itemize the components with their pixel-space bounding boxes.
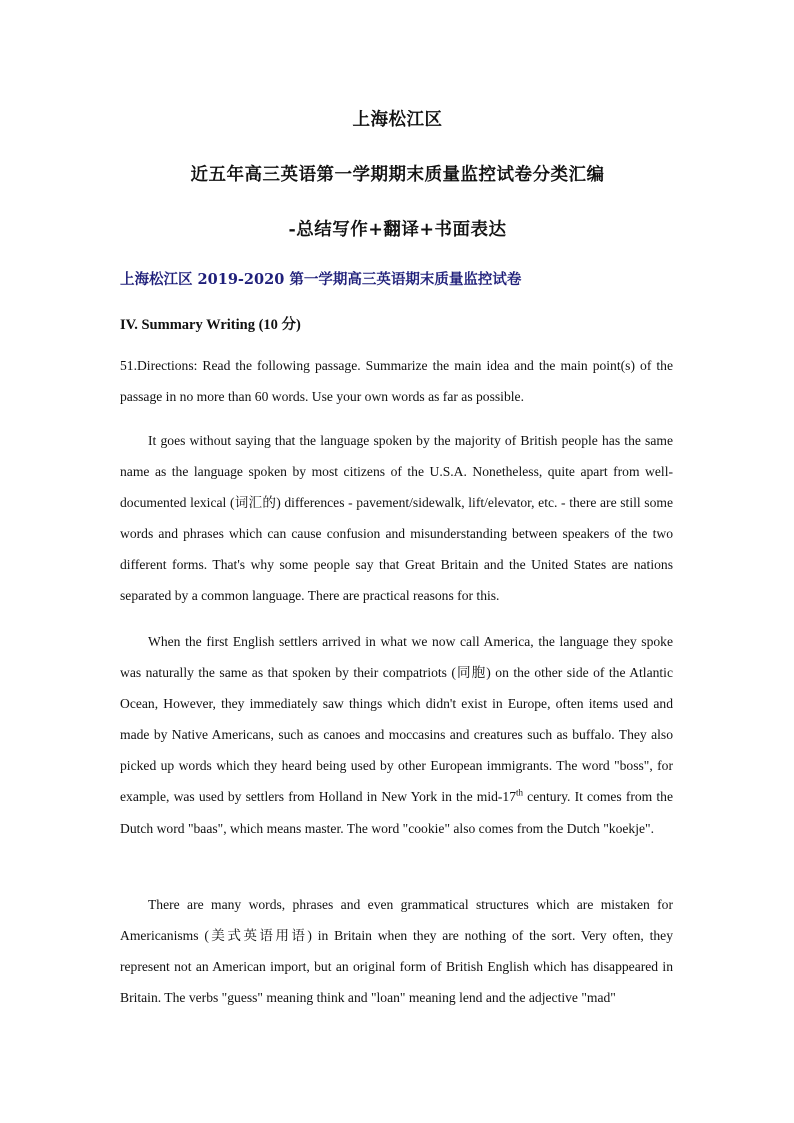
ordinal-superscript: th: [516, 787, 524, 798]
title-line-3: -总结写作+翻译+书面表达: [288, 220, 507, 240]
section-heading: 上海松江区 2019-2020 第一学期高三英语期末质量监控试卷: [120, 271, 522, 288]
title-line-2: 近五年高三英语第一学期期末质量监控试卷分类汇编: [190, 165, 605, 185]
title-line-1: 上海松江区: [352, 110, 443, 130]
passage-paragraph-2: [120, 626, 673, 844]
paragraph-2-text-b: century. It comes from the Dutch word "baas", which means master. The word "cookie" also comes from the Dutch "koekje".: [120, 789, 673, 836]
paragraph-2-text-a: When the first English settlers arrived in what we now call America, the language they spoke was naturally the same as that spoken by their compatriots (同胞) on the other side of the Atlantic Ocean, However, they immediately saw things which didn't exist in Europe, often items used and made by Native Americans, such as canoes and moccasins and creatures such as buffalo. They also picked up words which they heard being used by other European immigrants. The word "boss", for example, was used by settlers from Holland in New York in the mid-17: [120, 634, 673, 805]
passage-paragraph-3: There are many words, phrases and even grammatical structures which are mistaken for Americanisms (美式英语用语) in Britain when they are nothing of the sort. Very often, they represent not an American import, but an original form of British English which has disappeared in Britain. The verbs "guess" meaning think and "loan" meaning lend and the adjective "mad": [120, 897, 673, 1006]
part-heading: IV. Summary Writing (10 分): [120, 317, 301, 333]
passage-paragraph-1: It goes without saying that the language spoken by the majority of British people has the same name as the language spoken by most citizens of the U.S.A. Nonetheless, quite apart from well-documented lexical (词汇的) differences - pavement/sidewalk, lift/elevator, etc. - there are still some words and phrases which can cause confusion and misunderstanding between speakers of the two different forms. That's why some people say that Great Britain and the United States are nations separated by a common language. There are practical reasons for this.: [120, 433, 673, 604]
directions-paragraph: 51.Directions: Read the following passage. Summarize the main idea and the main point(s) of the passage in no more than 60 words. Use your own words as far as possible.: [120, 358, 673, 405]
